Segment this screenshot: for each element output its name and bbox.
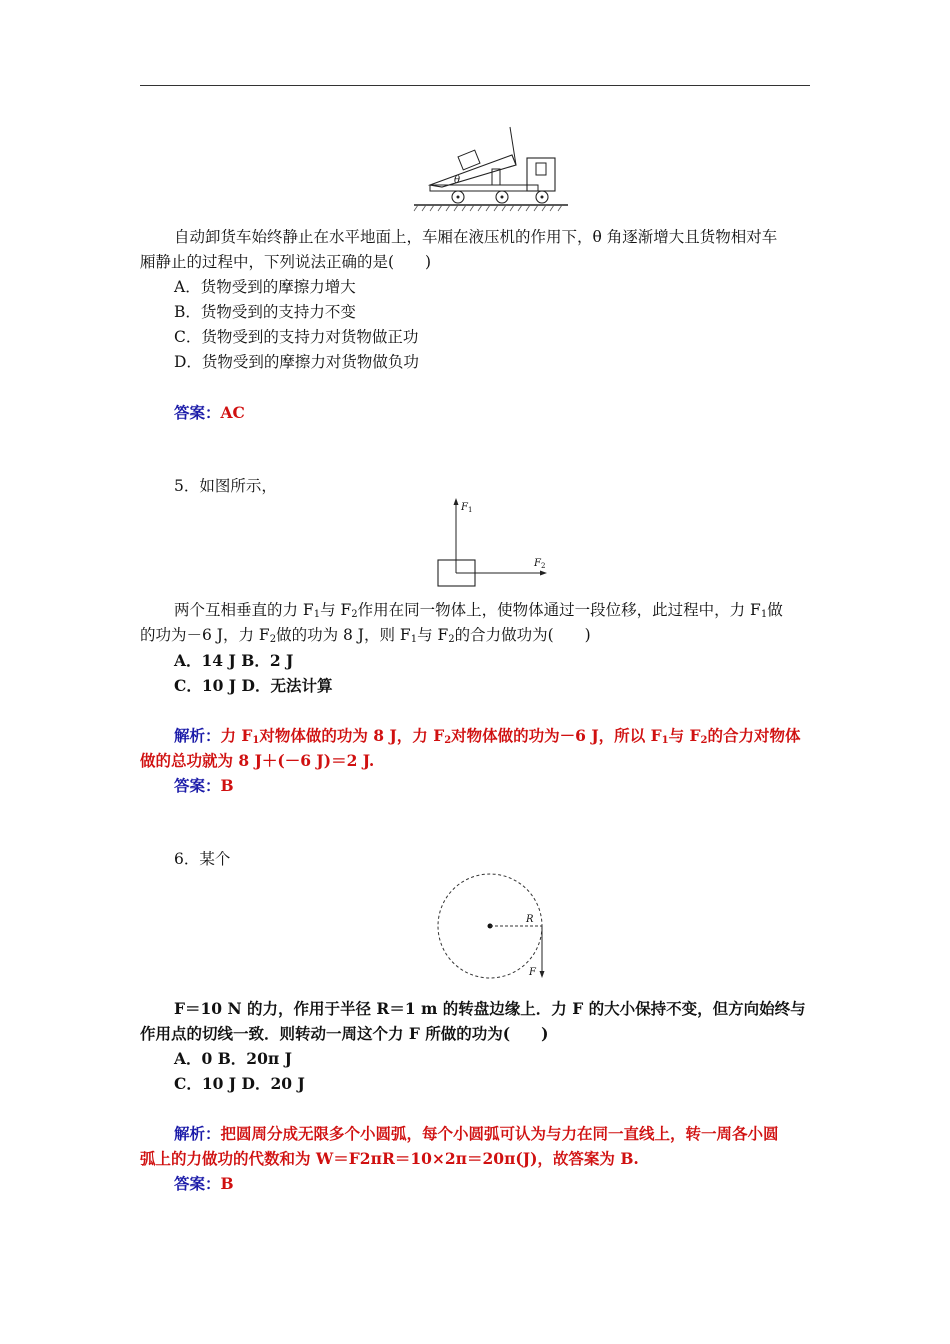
q6-analysis-line1: 解析：把圆周分成无限多个小圆弧，每个小圆弧可认为与力在同一直线上，转一周各小圆 <box>174 1124 779 1143</box>
q6-answer-value: B <box>220 1174 234 1193</box>
q5-stem-line2: 的功为－6 J，力 $F_2$做的功为 8 J，则 $F_1$与 $F_2$的合力做功为( ) <box>140 626 591 645</box>
q4-answer-value: AC <box>220 403 245 422</box>
q6-options-line1: A．0 B．20π J <box>174 1049 292 1068</box>
q5-analysis-line2: 做的总功就为 8 J＋(－6 J)＝2 J. <box>140 751 375 770</box>
q5-analysis-line1: 解析：力 $F_1$对物体做的功为 8 J，力 $F_2$对物体做的功为－6 J，所以 $F_1$与 $F_2$的合力对物体 <box>174 726 801 746</box>
dump-truck-figure <box>412 125 572 213</box>
q4-answer <box>174 400 854 426</box>
q6-answer <box>174 1171 854 1197</box>
force-diagram-figure <box>432 495 552 590</box>
q4-option-b: B．货物受到的支持力不变 <box>174 303 356 321</box>
force-label: F <box>529 967 536 978</box>
q6-options-line2: C．10 J D．20 J <box>174 1074 305 1093</box>
q5-answer <box>174 773 854 799</box>
q4-stem-line1: 自动卸货车始终静止在水平地面上，车厢在液压机的作用下，θ 角逐渐增大且货物相对车 <box>174 228 778 246</box>
radius-label: R <box>526 914 534 925</box>
q5-options-line1: A．14 J B．2 J <box>174 651 294 670</box>
q4-stem-line2: 厢静止的过程中，下列说法正确的是( ) <box>140 253 432 271</box>
q6-stem-line1: F＝10 N 的力，作用于半径 R＝1 m 的转盘边缘上．力 F 的大小保持不变，但方向始终与 <box>174 999 806 1018</box>
q6-answer-label: 答案： <box>174 1174 221 1193</box>
theta-label: θ <box>454 175 461 186</box>
f2-label: $F_2$ <box>534 558 546 570</box>
q5-answer-label: 答案： <box>174 776 221 795</box>
q4-option-a: A．货物受到的摩擦力增大 <box>174 278 356 296</box>
turntable-figure <box>432 868 552 983</box>
q5-answer-value: B <box>220 776 234 795</box>
q5-stem-line1: 两个互相垂直的力 $F_1$与 $F_2$作用在同一物体上，使物体通过一段位移，此过程中，力 $F_1$做 <box>174 601 783 620</box>
q6-intro: 6．某个 <box>174 850 231 868</box>
q4-option-c: C．货物受到的支持力对货物做正功 <box>174 328 419 346</box>
q5-intro: 5．如图所示， <box>174 477 277 495</box>
f1-label: $F_1$ <box>461 502 473 514</box>
q5-options-line2: C．10 J D．无法计算 <box>174 676 333 695</box>
q4-answer-label: 答案： <box>174 403 221 422</box>
header-rule <box>140 85 810 86</box>
q6-stem-line2: 作用点的切线一致．则转动一周这个力 F 所做的功为( ) <box>140 1024 549 1043</box>
q4-option-d: D．货物受到的摩擦力对货物做负功 <box>174 353 419 371</box>
q6-analysis-line2: 弧上的力做功的代数和为 W＝F2πR＝10×2π＝20π(J)，故答案为 B. <box>140 1149 639 1168</box>
